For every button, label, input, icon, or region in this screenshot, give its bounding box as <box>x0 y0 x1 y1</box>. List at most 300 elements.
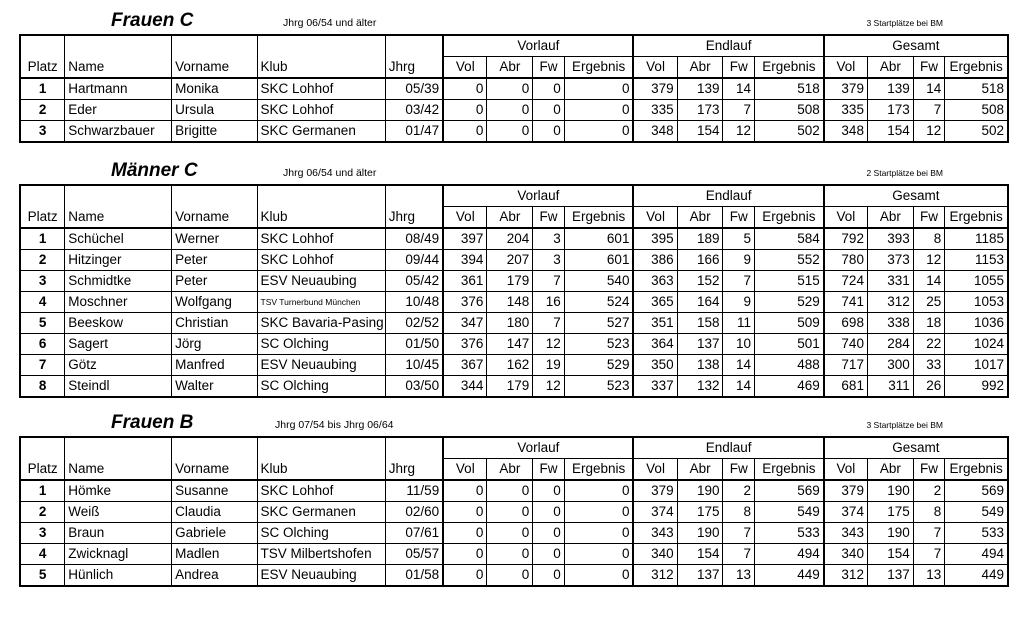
klub-cell: TSV Turnerbund München <box>257 292 385 313</box>
score-cell: 780 <box>824 250 868 271</box>
score-cell: 533 <box>945 523 1008 544</box>
klub-cell: SKC Lohhof <box>257 228 385 250</box>
klub-cell: SC Olching <box>257 523 385 544</box>
jhrg-cell: 02/52 <box>385 313 443 334</box>
column-header-ergebnis: Ergebnis <box>755 207 824 229</box>
score-cell: 8 <box>913 228 945 250</box>
column-header-vol: Vol <box>633 207 677 229</box>
group-header-endlauf: Endlauf <box>633 437 823 459</box>
header-row-groups <box>20 437 1008 459</box>
score-cell: 508 <box>755 100 824 121</box>
score-cell: 449 <box>755 565 824 587</box>
score-cell: 7 <box>533 271 565 292</box>
score-cell: 343 <box>633 523 677 544</box>
score-cell: 529 <box>755 292 824 313</box>
name-cell: Weiß <box>65 502 172 523</box>
score-cell: 524 <box>564 292 633 313</box>
score-cell: 0 <box>533 523 565 544</box>
column-header-fw: Fw <box>913 207 945 229</box>
vorname-cell: Claudia <box>172 502 257 523</box>
table-row <box>20 292 1008 313</box>
jhrg-cell: 07/61 <box>385 523 443 544</box>
score-cell: 1036 <box>945 313 1008 334</box>
score-cell: 7 <box>533 313 565 334</box>
column-header-ergebnis: Ergebnis <box>564 459 633 481</box>
column-header-vol: Vol <box>443 207 487 229</box>
name-cell: Sagert <box>65 334 172 355</box>
name-cell: Braun <box>65 523 172 544</box>
birth-year-range: Jhrg 06/54 und älter <box>283 17 377 29</box>
score-cell: 569 <box>945 480 1008 502</box>
score-cell: 137 <box>677 565 723 587</box>
score-cell: 179 <box>487 271 533 292</box>
score-cell: 373 <box>867 250 913 271</box>
score-cell: 7 <box>913 100 945 121</box>
column-header-vol: Vol <box>633 57 677 79</box>
header-row-groups <box>20 185 1008 207</box>
results-table <box>19 436 1009 587</box>
score-cell: 137 <box>677 334 723 355</box>
score-cell: 601 <box>564 250 633 271</box>
score-cell: 0 <box>564 78 633 100</box>
column-header-fw: Fw <box>533 459 565 481</box>
section-title: Frauen C <box>111 10 194 31</box>
score-cell: 0 <box>564 480 633 502</box>
table-row <box>20 523 1008 544</box>
score-cell: 0 <box>487 78 533 100</box>
score-cell: 14 <box>723 78 755 100</box>
vorname-cell: Christian <box>172 313 257 334</box>
section-block <box>19 162 1009 398</box>
score-cell: 158 <box>677 313 723 334</box>
score-cell: 364 <box>633 334 677 355</box>
header-spacer-cell <box>172 437 257 459</box>
klub-cell: SKC Lohhof <box>257 250 385 271</box>
score-cell: 9 <box>723 250 755 271</box>
score-cell: 0 <box>564 523 633 544</box>
name-cell: Hartmann <box>65 78 172 100</box>
score-cell: 331 <box>867 271 913 292</box>
score-cell: 26 <box>913 376 945 398</box>
column-header-abr: Abr <box>677 459 723 481</box>
score-cell: 139 <box>867 78 913 100</box>
score-cell: 0 <box>443 100 487 121</box>
score-cell: 1024 <box>945 334 1008 355</box>
klub-cell: SKC Germanen <box>257 121 385 143</box>
score-cell: 502 <box>945 121 1008 143</box>
group-header-endlauf: Endlauf <box>633 35 823 57</box>
score-cell: 22 <box>913 334 945 355</box>
score-cell: 7 <box>723 544 755 565</box>
name-cell: Beeskow <box>65 313 172 334</box>
score-cell: 337 <box>633 376 677 398</box>
score-cell: 529 <box>564 355 633 376</box>
score-cell: 0 <box>533 100 565 121</box>
score-cell: 343 <box>824 523 868 544</box>
score-cell: 992 <box>945 376 1008 398</box>
score-cell: 154 <box>867 544 913 565</box>
score-cell: 494 <box>945 544 1008 565</box>
jhrg-cell: 01/50 <box>385 334 443 355</box>
score-cell: 0 <box>564 544 633 565</box>
score-cell: 7 <box>723 100 755 121</box>
score-cell: 351 <box>633 313 677 334</box>
name-cell: Schmidtke <box>65 271 172 292</box>
section-header <box>19 414 1009 436</box>
column-header-jhrg: Jhrg <box>385 207 443 229</box>
header-spacer-cell <box>257 185 385 207</box>
score-cell: 33 <box>913 355 945 376</box>
platz-cell: 3 <box>20 523 65 544</box>
score-cell: 376 <box>443 334 487 355</box>
jhrg-cell: 10/48 <box>385 292 443 313</box>
table-row <box>20 480 1008 502</box>
jhrg-cell: 05/42 <box>385 271 443 292</box>
header-spacer-cell <box>65 185 172 207</box>
platz-cell: 1 <box>20 78 65 100</box>
score-cell: 0 <box>564 502 633 523</box>
platz-cell: 6 <box>20 334 65 355</box>
score-cell: 449 <box>945 565 1008 587</box>
score-cell: 190 <box>677 480 723 502</box>
name-cell: Hünlich <box>65 565 172 587</box>
section-header <box>19 12 1009 34</box>
score-cell: 190 <box>677 523 723 544</box>
column-header-fw: Fw <box>913 57 945 79</box>
section-title: Frauen B <box>111 412 194 433</box>
jhrg-cell: 05/57 <box>385 544 443 565</box>
score-cell: 395 <box>633 228 677 250</box>
score-cell: 394 <box>443 250 487 271</box>
platz-cell: 5 <box>20 313 65 334</box>
group-header-gesamt: Gesamt <box>824 185 1008 207</box>
score-cell: 367 <box>443 355 487 376</box>
score-cell: 0 <box>487 544 533 565</box>
score-cell: 0 <box>533 502 565 523</box>
column-header-abr: Abr <box>677 207 723 229</box>
header-spacer-cell <box>385 437 443 459</box>
score-cell: 348 <box>633 121 677 143</box>
score-cell: 552 <box>755 250 824 271</box>
score-cell: 0 <box>443 480 487 502</box>
score-cell: 1185 <box>945 228 1008 250</box>
score-cell: 741 <box>824 292 868 313</box>
score-cell: 7 <box>723 271 755 292</box>
score-cell: 14 <box>913 271 945 292</box>
header-spacer-cell <box>20 35 65 57</box>
score-cell: 14 <box>723 355 755 376</box>
score-cell: 365 <box>633 292 677 313</box>
score-cell: 0 <box>487 100 533 121</box>
platz-cell: 2 <box>20 502 65 523</box>
klub-cell: ESV Neuaubing <box>257 565 385 587</box>
score-cell: 469 <box>755 376 824 398</box>
score-cell: 488 <box>755 355 824 376</box>
score-cell: 175 <box>677 502 723 523</box>
score-cell: 8 <box>723 502 755 523</box>
score-cell: 340 <box>633 544 677 565</box>
results-table <box>19 34 1009 143</box>
name-cell: Eder <box>65 100 172 121</box>
score-cell: 154 <box>867 121 913 143</box>
platz-cell: 3 <box>20 271 65 292</box>
column-header-vorname: Vorname <box>172 57 257 79</box>
name-cell: Hitzinger <box>65 250 172 271</box>
score-cell: 502 <box>755 121 824 143</box>
column-header-name: Name <box>65 207 172 229</box>
table-row <box>20 502 1008 523</box>
name-cell: Schüchel <box>65 228 172 250</box>
column-header-abr: Abr <box>487 207 533 229</box>
column-header-abr: Abr <box>867 57 913 79</box>
score-cell: 344 <box>443 376 487 398</box>
header-row-groups <box>20 35 1008 57</box>
score-cell: 1055 <box>945 271 1008 292</box>
birth-year-range: Jhrg 06/54 und älter <box>283 167 377 179</box>
klub-cell: SKC Lohhof <box>257 100 385 121</box>
header-spacer-cell <box>20 437 65 459</box>
column-header-abr: Abr <box>677 57 723 79</box>
klub-cell: TSV Milbertshofen <box>257 544 385 565</box>
column-header-vorname: Vorname <box>172 459 257 481</box>
score-cell: 508 <box>945 100 1008 121</box>
score-cell: 0 <box>443 78 487 100</box>
column-header-platz: Platz <box>20 57 65 79</box>
column-header-abr: Abr <box>487 459 533 481</box>
table-row <box>20 334 1008 355</box>
vorname-cell: Monika <box>172 78 257 100</box>
name-cell: Moschner <box>65 292 172 313</box>
platz-cell: 4 <box>20 292 65 313</box>
score-cell: 154 <box>677 544 723 565</box>
table-row <box>20 228 1008 250</box>
score-cell: 569 <box>755 480 824 502</box>
table-row <box>20 121 1008 143</box>
score-cell: 284 <box>867 334 913 355</box>
header-spacer-cell <box>257 35 385 57</box>
score-cell: 11 <box>723 313 755 334</box>
score-cell: 0 <box>533 121 565 143</box>
header-spacer-cell <box>20 185 65 207</box>
column-header-platz: Platz <box>20 207 65 229</box>
jhrg-cell: 02/60 <box>385 502 443 523</box>
score-cell: 374 <box>633 502 677 523</box>
score-cell: 335 <box>633 100 677 121</box>
header-row-columns <box>20 57 1008 79</box>
score-cell: 515 <box>755 271 824 292</box>
score-cell: 379 <box>633 78 677 100</box>
score-cell: 518 <box>945 78 1008 100</box>
score-cell: 0 <box>487 480 533 502</box>
score-cell: 175 <box>867 502 913 523</box>
score-cell: 173 <box>677 100 723 121</box>
score-cell: 379 <box>633 480 677 502</box>
score-cell: 3 <box>533 250 565 271</box>
score-cell: 0 <box>564 565 633 587</box>
platz-cell: 2 <box>20 100 65 121</box>
column-header-ergebnis: Ergebnis <box>564 57 633 79</box>
platz-cell: 3 <box>20 121 65 143</box>
score-cell: 14 <box>723 376 755 398</box>
jhrg-cell: 08/49 <box>385 228 443 250</box>
vorname-cell: Andrea <box>172 565 257 587</box>
score-cell: 139 <box>677 78 723 100</box>
header-spacer-cell <box>65 35 172 57</box>
score-cell: 12 <box>913 250 945 271</box>
score-cell: 1053 <box>945 292 1008 313</box>
score-cell: 8 <box>913 502 945 523</box>
group-header-vorlauf: Vorlauf <box>443 437 633 459</box>
start-places-note: 3 Startplätze bei BM <box>866 420 943 430</box>
platz-cell: 4 <box>20 544 65 565</box>
score-cell: 0 <box>533 78 565 100</box>
score-cell: 1153 <box>945 250 1008 271</box>
score-cell: 376 <box>443 292 487 313</box>
score-cell: 509 <box>755 313 824 334</box>
column-header-fw: Fw <box>723 207 755 229</box>
score-cell: 189 <box>677 228 723 250</box>
score-cell: 0 <box>443 502 487 523</box>
section-block <box>19 12 1009 143</box>
score-cell: 25 <box>913 292 945 313</box>
klub-cell: ESV Neuaubing <box>257 271 385 292</box>
header-spacer-cell <box>172 185 257 207</box>
score-cell: 154 <box>677 121 723 143</box>
score-cell: 393 <box>867 228 913 250</box>
group-header-vorlauf: Vorlauf <box>443 185 633 207</box>
score-cell: 180 <box>487 313 533 334</box>
platz-cell: 8 <box>20 376 65 398</box>
score-cell: 179 <box>487 376 533 398</box>
score-cell: 0 <box>564 100 633 121</box>
vorname-cell: Peter <box>172 271 257 292</box>
klub-cell: ESV Neuaubing <box>257 355 385 376</box>
score-cell: 12 <box>533 334 565 355</box>
table-row <box>20 78 1008 100</box>
table-row <box>20 565 1008 587</box>
header-row-columns <box>20 459 1008 481</box>
jhrg-cell: 03/50 <box>385 376 443 398</box>
group-header-gesamt: Gesamt <box>824 437 1008 459</box>
column-header-klub: Klub <box>257 207 385 229</box>
name-cell: Hömke <box>65 480 172 502</box>
vorname-cell: Walter <box>172 376 257 398</box>
score-cell: 0 <box>533 480 565 502</box>
score-cell: 7 <box>913 544 945 565</box>
column-header-klub: Klub <box>257 459 385 481</box>
score-cell: 2 <box>913 480 945 502</box>
score-cell: 13 <box>913 565 945 587</box>
column-header-ergebnis: Ergebnis <box>945 207 1008 229</box>
column-header-fw: Fw <box>723 57 755 79</box>
column-header-vol: Vol <box>443 459 487 481</box>
score-cell: 523 <box>564 376 633 398</box>
score-cell: 584 <box>755 228 824 250</box>
score-cell: 14 <box>913 78 945 100</box>
jhrg-cell: 05/39 <box>385 78 443 100</box>
results-table <box>19 184 1009 398</box>
score-cell: 147 <box>487 334 533 355</box>
score-cell: 0 <box>443 523 487 544</box>
platz-cell: 5 <box>20 565 65 587</box>
column-header-vol: Vol <box>443 57 487 79</box>
score-cell: 311 <box>867 376 913 398</box>
score-cell: 190 <box>867 480 913 502</box>
klub-cell: SKC Lohhof <box>257 78 385 100</box>
vorname-cell: Gabriele <box>172 523 257 544</box>
platz-cell: 1 <box>20 480 65 502</box>
klub-cell: SKC Germanen <box>257 502 385 523</box>
score-cell: 792 <box>824 228 868 250</box>
score-cell: 347 <box>443 313 487 334</box>
column-header-jhrg: Jhrg <box>385 459 443 481</box>
score-cell: 549 <box>945 502 1008 523</box>
score-cell: 740 <box>824 334 868 355</box>
platz-cell: 2 <box>20 250 65 271</box>
score-cell: 204 <box>487 228 533 250</box>
vorname-cell: Werner <box>172 228 257 250</box>
column-header-vorname: Vorname <box>172 207 257 229</box>
score-cell: 16 <box>533 292 565 313</box>
score-cell: 190 <box>867 523 913 544</box>
column-header-ergebnis: Ergebnis <box>755 57 824 79</box>
column-header-fw: Fw <box>913 459 945 481</box>
table-row <box>20 100 1008 121</box>
score-cell: 18 <box>913 313 945 334</box>
score-cell: 386 <box>633 250 677 271</box>
table-row <box>20 376 1008 398</box>
score-cell: 152 <box>677 271 723 292</box>
score-cell: 518 <box>755 78 824 100</box>
score-cell: 0 <box>487 502 533 523</box>
section-title: Männer C <box>111 160 198 181</box>
group-header-gesamt: Gesamt <box>824 35 1008 57</box>
score-cell: 681 <box>824 376 868 398</box>
score-cell: 374 <box>824 502 868 523</box>
vorname-cell: Brigitte <box>172 121 257 143</box>
score-cell: 164 <box>677 292 723 313</box>
score-cell: 717 <box>824 355 868 376</box>
score-cell: 173 <box>867 100 913 121</box>
column-header-vol: Vol <box>824 207 868 229</box>
score-cell: 12 <box>723 121 755 143</box>
column-header-abr: Abr <box>487 57 533 79</box>
score-cell: 350 <box>633 355 677 376</box>
jhrg-cell: 03/42 <box>385 100 443 121</box>
platz-cell: 7 <box>20 355 65 376</box>
vorname-cell: Ursula <box>172 100 257 121</box>
score-cell: 10 <box>723 334 755 355</box>
score-cell: 207 <box>487 250 533 271</box>
column-header-ergebnis: Ergebnis <box>945 459 1008 481</box>
jhrg-cell: 09/44 <box>385 250 443 271</box>
score-cell: 0 <box>443 121 487 143</box>
score-cell: 338 <box>867 313 913 334</box>
score-cell: 0 <box>533 565 565 587</box>
column-header-name: Name <box>65 57 172 79</box>
score-cell: 523 <box>564 334 633 355</box>
score-cell: 601 <box>564 228 633 250</box>
score-cell: 5 <box>723 228 755 250</box>
header-spacer-cell <box>257 437 385 459</box>
column-header-ergebnis: Ergebnis <box>564 207 633 229</box>
header-row-columns <box>20 207 1008 229</box>
group-header-endlauf: Endlauf <box>633 185 823 207</box>
birth-year-range: Jhrg 07/54 bis Jhrg 06/64 <box>275 419 394 431</box>
score-cell: 137 <box>867 565 913 587</box>
score-cell: 300 <box>867 355 913 376</box>
start-places-note: 3 Startplätze bei BM <box>866 18 943 28</box>
